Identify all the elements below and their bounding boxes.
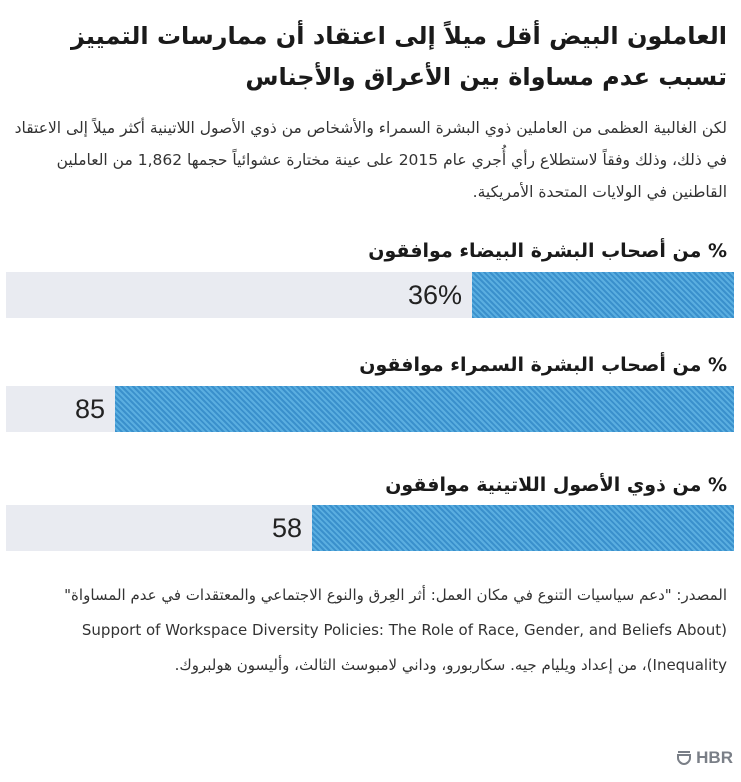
source-note: المصدر: "دعم سياسيات التنوع في مكان العمل: أثر العِرق والنوع الاجتماعي والمعتقدات في عدم المساواة" (Support of Workspace Diversity Policies: The Role of Race, Gender, and Beliefs About Inequality)، من إعداد ويليام جيه. سكاربورو، وداني لامبوسث الثالث، وأليسون هولبروك. [64,586,727,674]
bar-category-label: % من أصحاب البشرة السمراء موافقون [359,354,727,376]
chart-title: العاملون البيض أقل ميلاً إلى اعتقاد أن ممارسات التمييز تسبب عدم مساواة بين الأعراق والأجناس [70,22,727,91]
bar-category-label: % من أصحاب البشرة البيضاء موافقون [368,240,727,262]
bar-track [6,272,734,318]
bar [115,386,734,432]
bar-track [6,505,734,551]
bar-value-label: 58 [271,513,302,543]
bar [472,272,734,318]
bar-track [6,386,734,432]
bar-category-label: % من ذوي الأصول اللاتينية موافقون [385,474,727,496]
bar-value-label: 85 [74,394,105,424]
logo-text: HBR [696,748,733,767]
shield-icon [676,750,692,766]
bar [312,505,734,551]
bar-value-label: 36% [407,280,462,310]
chart-subtitle: لكن الغالبية العظمى من العاملين ذوي البشرة السمراء والأشخاص من ذوي الأصول اللاتينية أكثر ميلاً إلى الاعتقاد في ذلك، وذلك وفقاً لاستطلاع رأي أُجري عام 2015 على عينة مختارة عشوائياً حجمها 1,862 من العاملين القاطنين في الولايات المتحدة الأمريكية. [14,119,727,201]
hbr-logo [676,748,733,768]
